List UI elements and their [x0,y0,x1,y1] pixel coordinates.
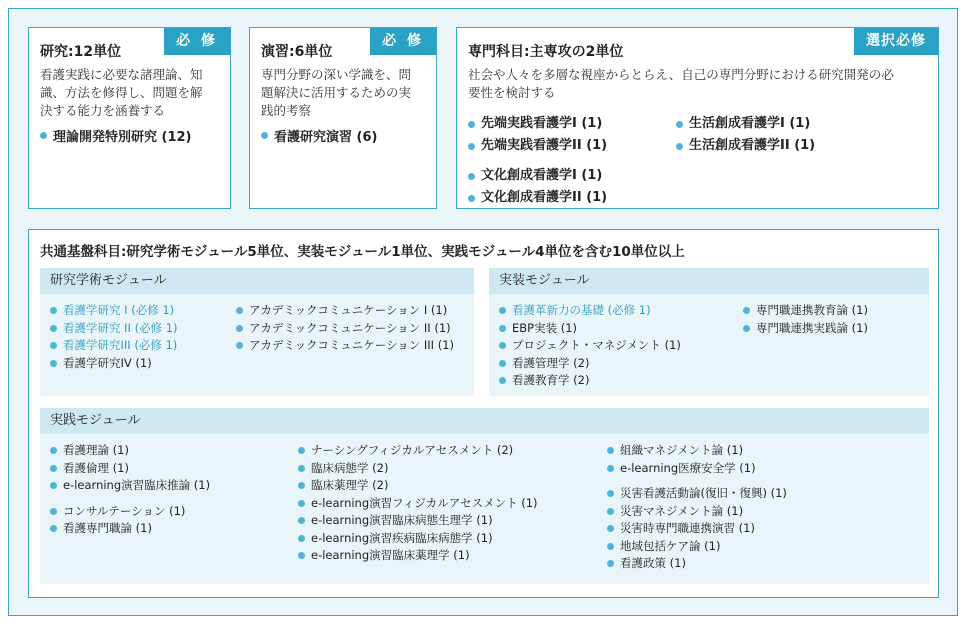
list-item: アカデミックコミュニケーション III (1) [236,337,454,355]
bullet-dot-icon [298,465,305,472]
bullet-dot-icon [499,307,506,314]
seminar-title: 演習:6単位 [261,44,333,60]
list-item: 看護研究演習 (6) [261,126,377,145]
list-item: プロジェクト・マネジメント (1) [499,337,681,355]
bullet-dot-icon [50,325,57,332]
practice-col-3 [607,442,787,573]
bullet-dot-icon [607,508,614,515]
list-item: 臨床病態学 (2) [298,460,538,478]
list-item: 看護教育学 (2) [499,372,681,390]
list-item: 先端実践看護学I (1) [468,113,607,135]
bullet-dot-icon [499,325,506,332]
bullet-dot-icon [236,325,243,332]
list-item: 先端実践看護学II (1) [468,135,607,157]
bullet-dot-icon [50,508,57,515]
practice-module-header: 実践モジュール [40,408,929,434]
bullet-dot-icon [298,517,305,524]
list-item: e-learning演習臨床推論 (1) [50,477,210,495]
specialized-title: 専門科目:主専攻の2単位 [468,44,624,60]
required-badge: 必 修 [164,28,230,55]
list-item: 組織マネジメント論 (1) [607,442,787,460]
bullet-dot-icon [40,132,47,139]
common-title: 共通基盤科目:研究学術モジュール5単位、実装モジュール1単位、実践モジュール4単位を含む10単位以上 [40,244,685,260]
bullet-dot-icon [261,132,268,139]
practice-col-1 [50,442,210,538]
bullet-dot-icon [607,543,614,550]
specialized-desc: 社会や人々を多層な視座からとらえ、自己の専門分野における研究開発の必 要性を検討する [468,67,894,100]
specialized-col-1 [468,113,607,209]
practice-module-body [40,434,929,584]
list-item: 災害看護活動論(復旧・復興) (1) [607,485,787,503]
bullet-dot-icon [298,482,305,489]
list-item: e-learning演習臨床病態生理学 (1) [298,512,538,530]
bullet-dot-icon [607,490,614,497]
bullet-dot-icon [50,360,57,367]
bullet-dot-icon [298,535,305,542]
bullet-dot-icon [468,143,475,150]
bullet-dot-icon [50,307,57,314]
list-item: e-learning演習フィジカルアセスメント (1) [298,495,538,513]
research-title: 研究:12単位 [40,44,122,60]
specialized-box [456,27,939,209]
bullet-dot-icon [743,307,750,314]
bullet-dot-icon [236,342,243,349]
bullet-dot-icon [499,342,506,349]
implementation-col-1 [499,302,681,390]
list-item: 専門職連携実践論 (1) [743,320,868,338]
list-item: 災害時専門職連携演習 (1) [607,520,787,538]
list-item: EBP実装 (1) [499,320,681,338]
common-foundation-box [28,229,939,598]
research-module-body [40,294,474,396]
list-item: 生活創成看護学II (1) [676,135,815,157]
bullet-dot-icon [468,173,475,180]
list-item: 理論開発特別研究 (12) [40,126,192,145]
research-box [28,27,231,209]
research-col-2 [236,302,454,355]
bullet-dot-icon [298,552,305,559]
list-item: コンサルテーション (1) [50,503,210,521]
list-item: アカデミックコミュニケーション I (1) [236,302,454,320]
list-item: 生活創成看護学I (1) [676,113,815,135]
list-item: 看護学研究IV (1) [50,355,178,373]
bullet-dot-icon [607,465,614,472]
bullet-dot-icon [50,342,57,349]
list-item: e-learning演習疾病臨床病態学 (1) [298,530,538,548]
bullet-dot-icon [468,195,475,202]
specialized-col-2 [676,113,815,157]
bullet-dot-icon [607,447,614,454]
list-item: 看護学研究III (必修 1) [50,337,178,355]
required-badge: 必 修 [370,28,436,55]
research-desc: 看護実践に必要な諸理論、知 識、方法を修得し、問題を解 決する能力を涵養する [40,67,203,118]
list-item: 看護学研究 II (必修 1) [50,320,178,338]
list-item: 看護政策 (1) [607,555,787,573]
list-item: 看護理論 (1) [50,442,210,460]
list-item: 専門職連携教育論 (1) [743,302,868,320]
bullet-dot-icon [607,560,614,567]
bullet-dot-icon [298,447,305,454]
seminar-desc: 専門分野の深い学識を、問 題解決に活用するための実 践的考察 [261,67,412,118]
implementation-module-header: 実装モジュール [489,268,929,294]
list-item: 臨床薬理学 (2) [298,477,538,495]
bullet-dot-icon [50,465,57,472]
bullet-dot-icon [50,525,57,532]
seminar-box [249,27,437,209]
implementation-module-body [489,294,929,396]
list-item: 看護専門職論 (1) [50,520,210,538]
bullet-dot-icon [499,377,506,384]
list-item: 文化創成看護学II (1) [468,187,607,209]
list-item: e-learning演習臨床薬理学 (1) [298,547,538,565]
practice-col-2 [298,442,538,565]
list-item: 看護学研究 I (必修 1) [50,302,178,320]
list-item: 地域包括ケア論 (1) [607,538,787,556]
bullet-dot-icon [743,325,750,332]
research-module-header: 研究学術モジュール [40,268,474,294]
list-item: e-learning医療安全学 (1) [607,460,787,478]
bullet-dot-icon [236,307,243,314]
bullet-dot-icon [676,143,683,150]
list-item: 文化創成看護学I (1) [468,165,607,187]
list-item: 看護革新力の基礎 (必修 1) [499,302,681,320]
list-item: アカデミックコミュニケーション II (1) [236,320,454,338]
research-col-1 [50,302,178,372]
bullet-dot-icon [468,121,475,128]
elective-required-badge: 選択必修 [854,28,938,55]
bullet-dot-icon [607,525,614,532]
list-item: 看護管理学 (2) [499,355,681,373]
bullet-dot-icon [50,447,57,454]
list-item: 災害マネジメント論 (1) [607,503,787,521]
list-item: ナーシングフィジカルアセスメント (2) [298,442,538,460]
bullet-dot-icon [50,482,57,489]
bullet-dot-icon [676,121,683,128]
implementation-col-2 [743,302,868,337]
list-item: 看護倫理 (1) [50,460,210,478]
bullet-dot-icon [298,500,305,507]
bullet-dot-icon [499,360,506,367]
